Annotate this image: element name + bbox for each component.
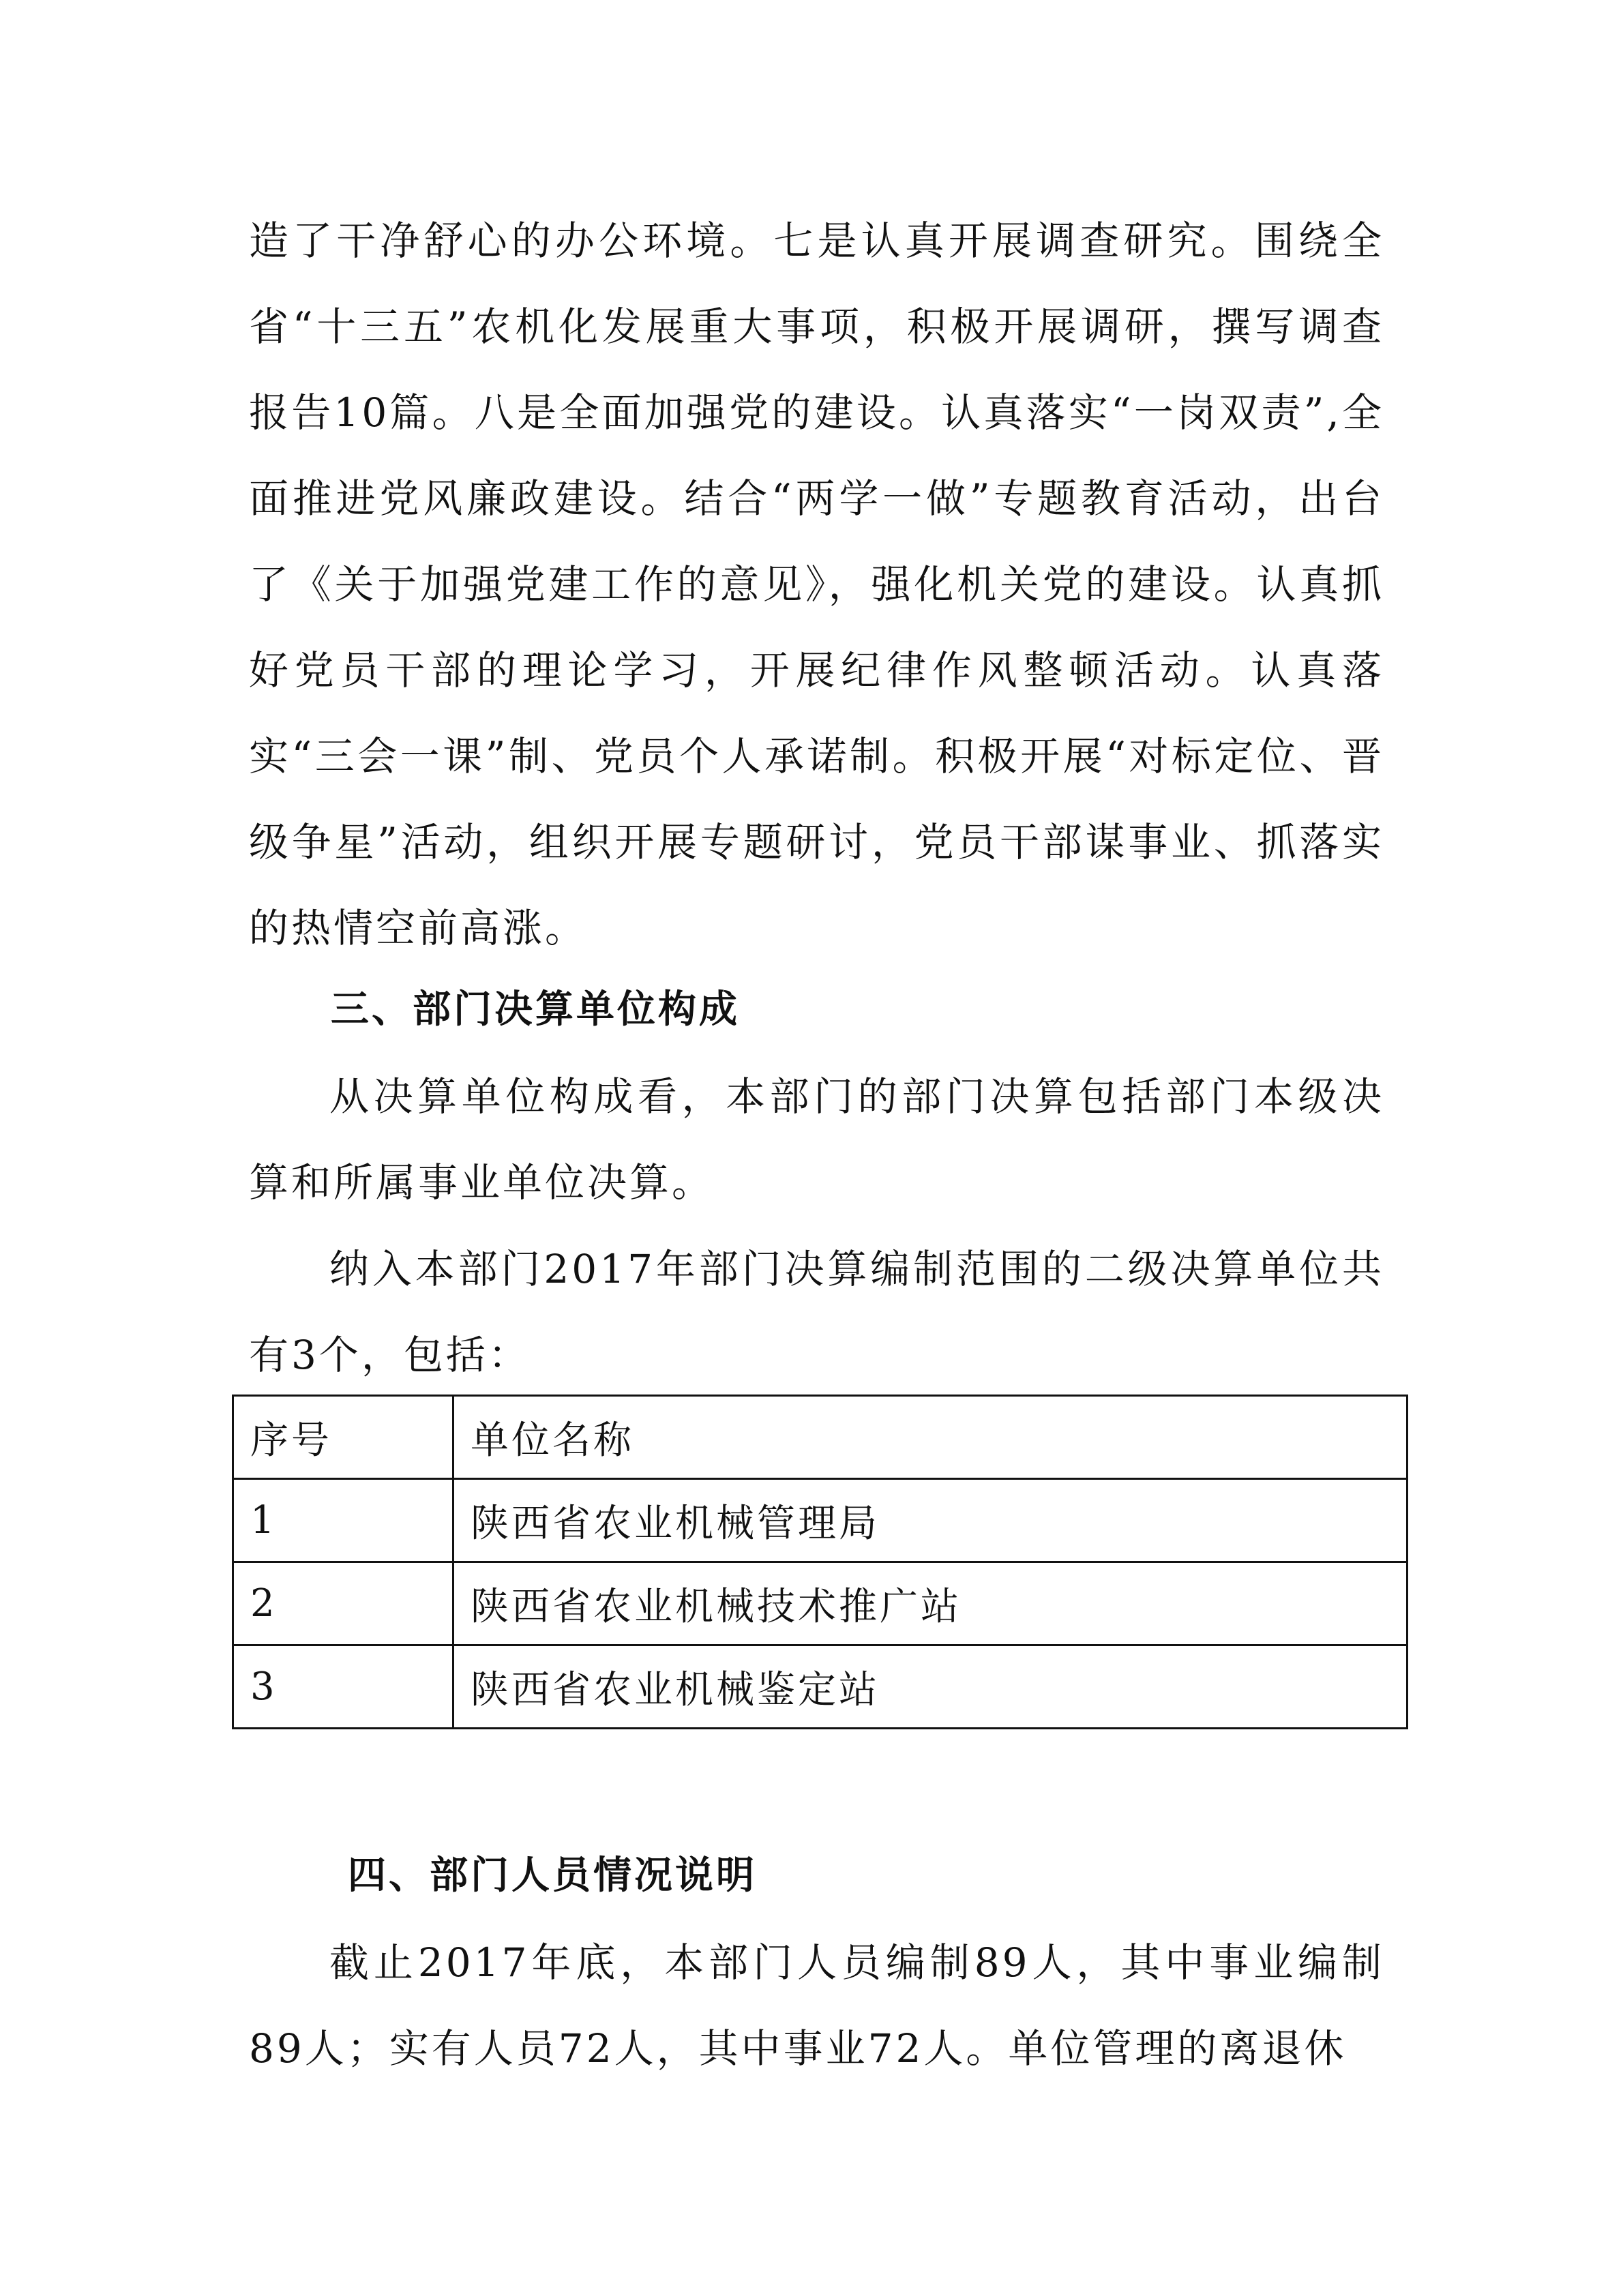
units-table	[232, 1395, 1408, 1729]
table-row	[233, 1645, 1408, 1729]
heading-section-3: 三、部门决算单位构成	[331, 987, 740, 1032]
table-row	[233, 1562, 1408, 1645]
cell-unit-name: 陕西省农业机械技术推广站	[453, 1562, 1408, 1645]
header-cell-unit-name: 单位名称	[453, 1396, 1408, 1479]
paragraph-unit-count: 纳入本部门2017年部门决算编制范围的二级决算单位共有3个，包括：	[249, 1246, 1384, 1378]
cell-unit-name: 陕西省农业机械鉴定站	[453, 1645, 1408, 1729]
table-header-row	[233, 1396, 1408, 1479]
cell-unit-name: 陕西省农业机械管理局	[453, 1479, 1408, 1562]
cell-number: 1	[233, 1479, 453, 1562]
cell-number: 2	[233, 1562, 453, 1645]
paragraph-unit-composition: 从决算单位构成看，本部门的部门决算包括部门本级决算和所属事业单位决算。	[249, 1073, 1384, 1206]
paragraph-work-summary: 造了干净舒心的办公环境。七是认真开展调查研究。围绕全省“十三五”农机化发展重大事项，积极开展调研，撰写调查报告10篇。八是全面加强党的建设。认真落实“一岗双责”,全面推进党风廉政建设。结合“两学一做”专题教育活动，出台了《关于加强党建工作的意见》，强化机关党的建设。认真抓好党员干部的理论学习，开展纪律作风整顿活动。认真落实“三会一课”制、党员个人承诺制。积极开展“对标定位、晋级争星”活动，组织开展专题研讨，党员干部谋事业、抓落实的热情空前高涨。	[249, 218, 1384, 951]
cell-number: 3	[233, 1645, 453, 1729]
paragraph-staffing: 截止2017年底，本部门人员编制89人，其中事业编制89人；实有人员72人，其中事业72人。单位管理的离退休	[249, 1939, 1384, 2072]
heading-section-4: 四、部门人员情况说明	[348, 1853, 757, 1898]
header-cell-number: 序号	[233, 1396, 453, 1479]
table-row	[233, 1479, 1408, 1562]
